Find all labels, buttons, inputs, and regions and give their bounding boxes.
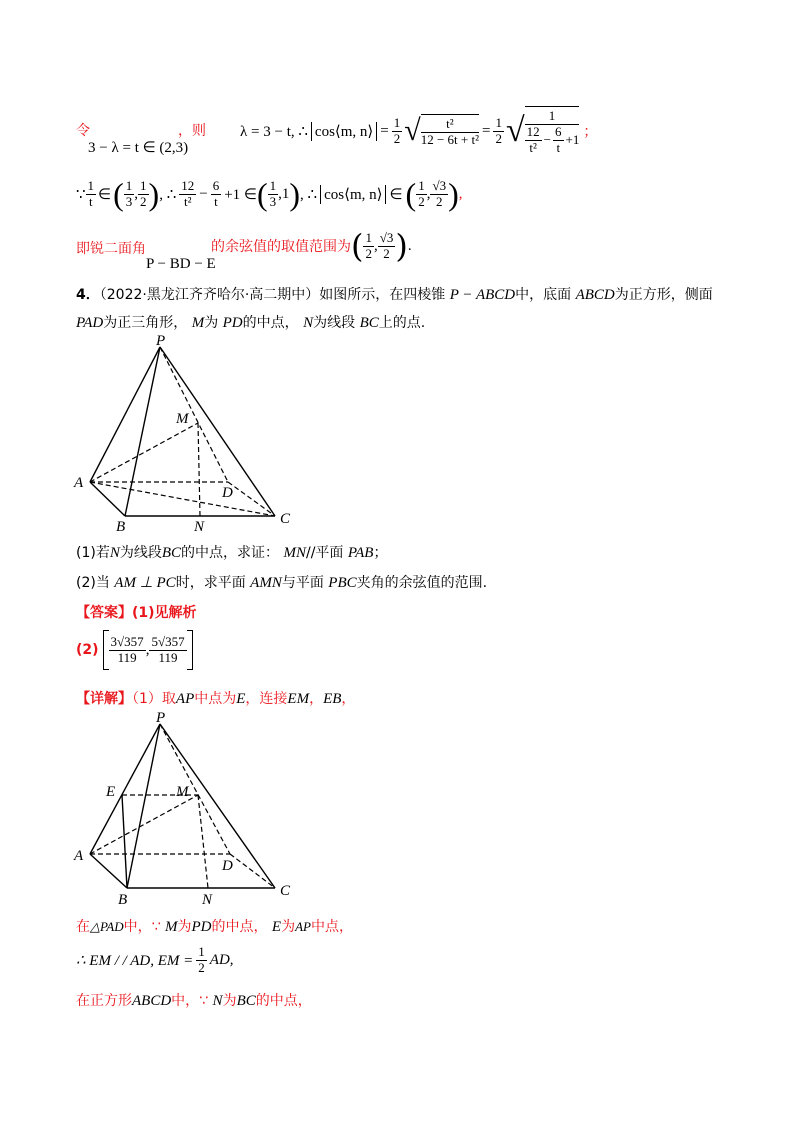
line2-end: ,: [458, 185, 463, 202]
segment-eb: [122, 795, 127, 888]
label-c: C: [280, 511, 291, 527]
int3-b: [430, 179, 448, 210]
f6: [211, 179, 222, 210]
edge2-pb: [127, 724, 160, 888]
t2-num: t²: [421, 117, 479, 133]
step1-f: 为: [281, 919, 296, 935]
label2-b: B: [118, 892, 128, 908]
detail-end: ，: [341, 691, 356, 707]
reciprocal-range-formula: ∵ $\frac{1}{t}$ ∈ ( $\frac{1}{3}$ , $\frac{1}{2}$ ) , ∴ $\frac{12}{\text{t²}}$ − $\frac{6}{t}$ +1 ∈ ( $\frac{1}{3}$ ,1 ) , ∴ cos⟨m, n⟩ ∈ ( $\frac{1}{2}$ , $\frac{√3}{2}$ ) ,: [76, 175, 463, 212]
segment-bc: BC: [359, 315, 379, 331]
int3-a-num: 1: [418, 177, 425, 193]
segment2-mn-hidden: [198, 795, 208, 888]
f6-t: [553, 125, 564, 156]
line1-end: ；: [583, 124, 598, 140]
condition-formula: 3 − λ = t ∈ (2,3): [88, 140, 189, 156]
answer-low-den: 119: [117, 649, 137, 665]
label2-e: E: [106, 784, 116, 800]
sub-a-den: t²: [529, 139, 537, 155]
edge-pa: [90, 347, 160, 482]
sqrt-fraction-1: [421, 114, 479, 148]
label2-c: C: [280, 883, 291, 899]
base-name: ABCD: [575, 287, 615, 303]
step-3: [76, 990, 312, 1010]
half-fraction-2: [493, 116, 504, 147]
edge-pd-hidden: [160, 347, 228, 482]
therefore-1: , ∴: [159, 186, 177, 203]
question-1: [76, 542, 387, 562]
int2-a-den: 3: [269, 193, 277, 209]
label2-a: A: [74, 848, 84, 864]
q2-pbc: PBC: [328, 575, 357, 591]
int3-a-den: 2: [418, 193, 425, 209]
plus1-in: +1 ∈: [224, 186, 257, 203]
q1-b: 为线段: [119, 545, 162, 561]
step1-a: 在: [76, 919, 90, 935]
step2-den: 2: [198, 959, 205, 975]
point-n: N: [303, 315, 314, 331]
label-p: P: [156, 335, 166, 349]
answer-high: [149, 635, 186, 666]
conclusion-text-b: 的余弦值的取值范围为: [211, 239, 351, 255]
paren-close-2: ): [289, 175, 301, 212]
step3-a: 在正方形: [76, 993, 132, 1009]
edge-ab: [90, 482, 125, 516]
step3-n: N: [212, 993, 223, 1009]
line3-end: .: [407, 237, 412, 254]
answer-part2: (2) $\frac{3√357}{119}$ , $\frac{5√357}{119}$: [76, 628, 193, 672]
oot-num: 1: [87, 177, 95, 193]
problem-t2: 为正方形，侧面: [614, 287, 713, 303]
int4-a: [363, 231, 374, 262]
q1-n: N: [109, 545, 120, 561]
q2-c: 与平面: [281, 575, 324, 591]
dihedral-angle-label: P − BD − E: [146, 256, 216, 272]
point-m: M: [191, 315, 205, 331]
step2-a: ∴ EM / / AD, EM =: [76, 952, 194, 969]
sqrt-fraction-2: [525, 106, 580, 156]
label-a: A: [74, 475, 84, 491]
paren-close-4: ): [395, 227, 408, 265]
step1-b: 中，∵: [123, 919, 161, 935]
step1-d: 的中点，: [211, 919, 268, 935]
step3-c: 为: [222, 993, 237, 1009]
paren-close-3: ): [448, 175, 459, 212]
segment-mn-hidden: [198, 423, 200, 516]
edge-pb: [125, 347, 160, 516]
f6-den: t: [214, 193, 218, 209]
int1-a-num: 1: [125, 177, 133, 193]
sub-b: 6: [555, 124, 562, 140]
den1: 12 − 6t + t²: [420, 132, 480, 147]
label2-m: M: [176, 784, 189, 800]
answer-low: [109, 635, 146, 666]
paren-open-2: (: [256, 175, 268, 212]
f12: [179, 179, 196, 210]
sqrt-sign-2: √: [505, 112, 525, 149]
text-ling: 令: [76, 123, 90, 139]
problem-source: （2022·黑龙江齐齐哈尔·高二期中）如图所示，在四棱锥: [99, 287, 446, 303]
detail-c: ，连接: [245, 691, 288, 707]
step1-tri: △PAD: [90, 919, 124, 934]
problem-t1: 中，底面: [515, 287, 572, 303]
problem-t4: 为: [204, 315, 219, 331]
int3-b-den: 2: [436, 193, 443, 209]
f6-num: 6: [212, 177, 220, 193]
int2-a: [268, 179, 279, 210]
detail-e: E: [236, 691, 246, 707]
conclusion-line: 的余弦值的取值范围为 ( $\frac{1}{2}$ , $\frac{√3}{2}$ ) .: [211, 227, 412, 265]
q1-bc: BC: [161, 545, 182, 561]
q1-e: ；: [373, 545, 388, 561]
detail-ap: AP: [175, 691, 195, 707]
int4-b-num: √3: [379, 229, 394, 245]
step-1: [76, 916, 353, 936]
half-num-2: 1: [495, 114, 502, 130]
text-ze: ，则: [178, 123, 206, 139]
q1-a: (1)若: [76, 545, 110, 561]
paren-open-1: (: [113, 175, 124, 212]
q2-amn: AMN: [250, 575, 282, 591]
detail-label: 【详解】: [76, 691, 132, 707]
cos-abs-2: cos⟨m, n⟩: [320, 185, 386, 204]
problem-statement-line2: [76, 312, 425, 332]
step2-b: AD,: [209, 951, 234, 968]
half-num: 1: [393, 114, 401, 130]
step3-d: 的中点，: [255, 993, 312, 1009]
paren-open-4: (: [351, 227, 364, 265]
answer-low-num: 3√357: [110, 633, 144, 649]
int1-b-num: 1: [140, 177, 147, 193]
label2-n: N: [202, 892, 213, 908]
detail-em: EM: [287, 691, 310, 707]
step1-c: 为: [177, 919, 192, 935]
pyramid-name: P − ABCD: [449, 287, 516, 303]
answer-label: 【答案】(1)见解析: [76, 605, 197, 621]
q1-d: //平面: [305, 545, 344, 561]
sqrt-sign: √: [404, 114, 421, 147]
conclusion-text-a: 即锐二面角: [76, 241, 146, 257]
q2-d: 夹角的余弦值的范围.: [356, 575, 488, 591]
int3-a: [416, 179, 427, 210]
q1-pab: PAB: [347, 545, 374, 561]
equals-sign-2: =: [482, 122, 491, 139]
int1-b: [138, 179, 149, 210]
label-d: D: [222, 485, 233, 501]
minus-2: −: [199, 185, 208, 202]
step2-half: [196, 945, 207, 976]
q2-b: 时，求平面: [175, 575, 246, 591]
cos-abs: cos⟨m, n⟩: [311, 122, 377, 141]
pyramid-figure-1: [70, 335, 300, 535]
edge-dc-hidden: [228, 482, 275, 516]
label2-d: D: [222, 858, 233, 874]
bracket-close: [187, 630, 193, 670]
f12-t2: [525, 125, 542, 156]
segment-am-hidden: [90, 423, 198, 482]
step3-bc: BC: [236, 993, 256, 1009]
pyramid-figure-2: [70, 710, 300, 910]
sub-b-den: t: [556, 139, 561, 155]
label-n: N: [194, 519, 205, 535]
f12-den: t²: [183, 193, 192, 209]
oot-den: t: [88, 193, 93, 209]
step1-ap: AP: [295, 919, 311, 934]
step3-abcd: ABCD: [132, 993, 172, 1009]
step1-m: M: [164, 919, 178, 935]
int2-b: ,1: [278, 185, 290, 202]
q1-mn: MN: [283, 545, 306, 561]
minus-sign: −: [543, 132, 551, 147]
answer-part2-label: (2): [76, 642, 99, 658]
problem-statement-line1: [76, 284, 713, 304]
segment-pd: PD: [222, 315, 243, 331]
therefore-2: , ∴: [300, 186, 318, 203]
lambda-formula: [240, 103, 597, 159]
edge2-ab: [90, 854, 127, 888]
edge2-dc-hidden: [230, 854, 275, 888]
q1-c: 的中点，求证：: [181, 545, 280, 561]
int1-a: [124, 179, 135, 210]
step3-b: 中，∵: [171, 993, 209, 1009]
paren-close-1: ): [148, 175, 160, 212]
label-b: B: [116, 519, 126, 535]
in-sign-1: ∈: [98, 186, 112, 203]
face-name: PAD: [76, 315, 104, 331]
because-sign: ∵: [76, 186, 86, 203]
problem-t7: 上的点.: [378, 315, 426, 331]
step1-g: 中点，: [310, 919, 353, 935]
segment-ac-hidden: [90, 482, 275, 516]
equals-sign: =: [380, 122, 389, 139]
detail-b: 中点为: [194, 691, 237, 707]
lambda-eq: λ = 3 − t, ∴: [240, 123, 308, 140]
label-m: M: [176, 411, 189, 427]
label2-p: P: [156, 710, 166, 726]
int4-b: [378, 231, 396, 262]
detail-eb: EB: [323, 691, 342, 707]
answer-high-num: 5√357: [151, 633, 185, 649]
sub-a: 12: [526, 124, 540, 140]
step1-e: E: [271, 919, 282, 935]
paren-open-3: (: [405, 175, 417, 212]
step-2: [76, 940, 234, 980]
nested-den: [525, 125, 580, 156]
one-over-t: [86, 179, 97, 210]
detail-line: [76, 688, 355, 708]
int4-b-den: 2: [383, 245, 390, 261]
plus-one: +1: [565, 132, 580, 147]
half-den-2: 2: [495, 130, 502, 146]
problem-t5: 的中点，: [242, 315, 299, 331]
edge2-pd-hidden: [160, 724, 230, 854]
problem-t3: 为正三角形，: [103, 315, 188, 331]
problem-t6: 为线段: [313, 315, 356, 331]
one-num: 1: [525, 109, 580, 125]
edge-pc: [160, 347, 275, 516]
int1-a-den: 3: [125, 193, 133, 209]
q2-a: (2)当: [76, 575, 110, 591]
half-fraction: [392, 116, 403, 147]
detail-comma: ，: [309, 691, 324, 707]
q2-cond: AM ⊥ PC: [114, 575, 176, 591]
step1-pd: PD: [191, 919, 212, 935]
f12-num: 12: [181, 177, 195, 193]
int2-a-num: 1: [269, 177, 277, 193]
int4-a-den: 2: [365, 245, 372, 261]
answer-high-den: 119: [158, 649, 178, 665]
int4-a-num: 1: [365, 229, 372, 245]
half-den: 2: [393, 130, 401, 146]
in-sign-2: ∈: [389, 186, 403, 203]
int3-b-num: √3: [432, 177, 447, 193]
int1-b-den: 2: [140, 193, 147, 209]
step2-num: 1: [198, 943, 205, 959]
question-2: [76, 572, 487, 592]
detail-a: （1）取: [132, 691, 176, 707]
problem-number: 4．: [76, 287, 100, 303]
